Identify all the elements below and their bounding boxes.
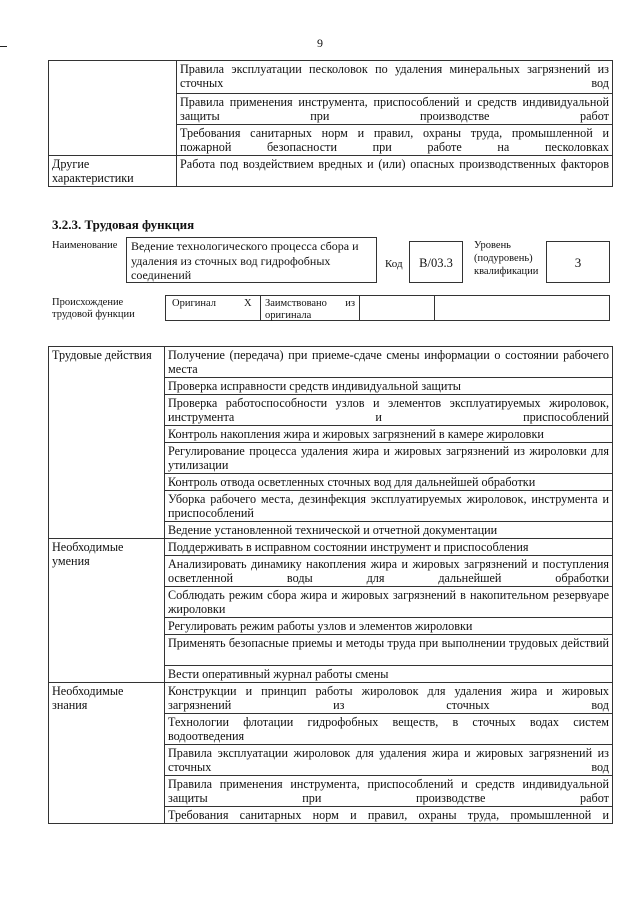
knowledge-item: Требования санитарных норм и правил, охраны труда, промышленной и <box>165 807 613 824</box>
skill-item: Соблюдать режим сбора жира и жировых загрязнений в накопительном резервуаре жироловки <box>165 587 613 618</box>
action-item: Проверка исправности средств индивидуальной защиты <box>165 378 613 395</box>
action-item: Получение (передача) при приеме-сдаче смены информации о состоянии рабочего места <box>165 347 613 378</box>
skill-item: Применять безопасные приемы и методы труда при выполнении трудовых действий <box>165 635 613 666</box>
level-label: Уровень (подуровень) квалификации <box>474 240 539 277</box>
code-value: B/03.3 <box>409 241 463 283</box>
top-table-item: Правила эксплуатации песколовок по удаления минеральных загрязнений из сточных вод <box>177 61 613 94</box>
action-item: Контроль накопления жира и жировых загрязнений в камере жироловки <box>165 426 613 443</box>
top-table-item: Требования санитарных норм и правил, охраны труда, промышленной и пожарной безопасности при работе на песколовках <box>177 125 613 156</box>
origin-borrowed: Заимствовано из оригинала <box>265 298 355 321</box>
group-label-skills: Необходимые умения <box>49 539 165 683</box>
main-table <box>48 346 613 824</box>
origin-original: Оригинал <box>172 298 216 309</box>
group-label-actions: Трудовые действия <box>49 347 165 539</box>
function-name: Ведение технологического процесса сбора и удаления из сточных вод гидрофобных соединений <box>126 237 377 283</box>
margin-mark <box>0 46 7 47</box>
top-table-empty-label <box>49 61 177 156</box>
skill-item: Анализировать динамику накопления жира и жировых загрязнений и поступления осветленной воды для дальнейшей обработки <box>165 556 613 587</box>
action-item: Контроль отвода осветленных сточных вод для дальнейшей обработки <box>165 474 613 491</box>
origin-mark: X <box>244 298 252 309</box>
page-number: 9 <box>317 36 323 50</box>
knowledge-item: Конструкции и принцип работы жироловок для удаления жира и жировых загрязнений из сточных вод <box>165 683 613 714</box>
skill-item: Вести оперативный журнал работы смены <box>165 666 613 683</box>
name-label: Наименование <box>52 240 118 251</box>
top-table-label: Другие характеристики <box>49 156 177 187</box>
top-table-item: Работа под воздействием вредных и (или) опасных производственных факторов <box>177 156 613 187</box>
top-table-item: Правила применения инструмента, приспособлений и средств индивидуальной защиты при производстве работ <box>177 94 613 125</box>
knowledge-item: Технологии флотации гидрофобных веществ, в сточных водах систем водоотведения <box>165 714 613 745</box>
origin-label: Происхождение трудовой функции <box>52 297 135 320</box>
action-item: Ведение установленной технической и отчетной документации <box>165 522 613 539</box>
knowledge-item: Правила применения инструмента, приспособлений и средств индивидуальной защиты при производстве работ <box>165 776 613 807</box>
top-table <box>48 60 613 187</box>
skill-item: Регулировать режим работы узлов и элементов жироловки <box>165 618 613 635</box>
action-item: Регулирование процесса удаления жира и жировых загрязнений из жироловки для утилизации <box>165 443 613 474</box>
origin-box <box>165 295 610 321</box>
code-label: Код <box>385 258 403 270</box>
knowledge-item: Правила эксплуатации жироловок для удаления жира и жировых загрязнений из сточных вод <box>165 745 613 776</box>
section-title: 3.2.3. Трудовая функция <box>52 217 195 232</box>
group-label-knowledge: Необходимые знания <box>49 683 165 824</box>
action-item: Проверка работоспособности узлов и элементов эксплуатируемых жироловок, инструмента и приспособлений <box>165 395 613 426</box>
skill-item: Поддерживать в исправном состоянии инструмент и приспособления <box>165 539 613 556</box>
action-item: Уборка рабочего места, дезинфекция эксплуатируемых жироловок, инструмента и приспособлений <box>165 491 613 522</box>
level-value: 3 <box>546 241 610 283</box>
